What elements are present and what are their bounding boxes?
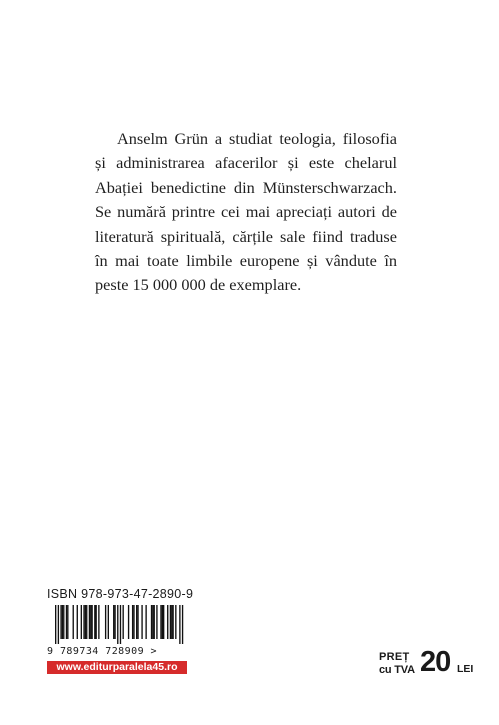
author-blurb: [95, 127, 397, 298]
barcode-bar: [67, 605, 68, 639]
barcode-bar: [156, 605, 157, 639]
barcode-bar: [171, 605, 172, 639]
barcode-bar: [81, 605, 82, 639]
barcode-bar: [86, 605, 87, 639]
barcode-block: [47, 585, 194, 658]
barcode-bar: [91, 605, 92, 639]
blurb-line: Anselm Grün a studiat teologia, filosofia: [117, 129, 397, 148]
blurb-line: în mai toate limbile europene și vândute în: [95, 251, 397, 271]
blurb-line: Se numără printre cei mai apreciați autori de: [95, 202, 397, 222]
barcode-bar: [154, 605, 155, 639]
publisher-url[interactable]: www.editurparalela45.ro: [47, 661, 187, 674]
price-amount: 20: [420, 646, 451, 678]
barcode-bar: [175, 605, 176, 639]
blurb-line: Abației benedictine din Münsterschwarzach.: [95, 177, 397, 197]
barcode-bar: [133, 605, 134, 639]
barcode-bar: [162, 605, 163, 639]
price-label-line1: PREȚ: [379, 651, 410, 663]
barcode-bar: [170, 605, 171, 639]
barcode-bar: [136, 605, 137, 639]
price-label: [379, 651, 419, 677]
barcode-bar: [145, 605, 146, 639]
barcode-bar: [90, 605, 91, 639]
barcode-bar: [98, 605, 99, 639]
barcode-bar: [123, 605, 124, 639]
barcode-bar: [89, 605, 90, 639]
barcode-bar: [62, 605, 63, 639]
barcode-icon: [47, 605, 187, 645]
price-currency: LEI: [457, 663, 474, 675]
barcode-bar: [120, 605, 121, 644]
barcode-bar: [108, 605, 109, 639]
barcode-bar: [182, 605, 183, 644]
barcode-bar: [117, 605, 118, 644]
barcode-bar: [113, 605, 114, 639]
isbn-label: ISBN 978-973-47-2890-9: [47, 587, 194, 601]
barcode-bar: [85, 605, 86, 639]
barcode-digits: 9 789734 728909 >: [47, 646, 157, 657]
barcode-bar: [60, 605, 61, 639]
barcode-bar: [66, 605, 67, 639]
barcode-bar: [137, 605, 138, 639]
barcode-bar: [114, 605, 115, 639]
barcode-bar: [73, 605, 74, 639]
barcode-bar: [96, 605, 97, 639]
barcode-bar: [77, 605, 78, 639]
price-label-line2: cu TVA: [379, 664, 415, 676]
price-tag: [379, 647, 479, 683]
barcode-bar: [132, 605, 133, 639]
barcode-bar: [163, 605, 164, 639]
blurb-line: literatură spirituală, cărțile sale fiind traduse: [95, 226, 397, 246]
barcode-bar: [128, 605, 129, 639]
barcode-bar: [179, 605, 180, 644]
barcode-bar: [63, 605, 64, 639]
barcode-bar: [58, 605, 59, 644]
barcode-bar: [94, 605, 95, 639]
barcode-bar: [83, 605, 84, 639]
blurb-line: peste 15 000 000 de exemplare.: [95, 275, 302, 295]
barcode-bar: [172, 605, 173, 639]
blurb-line: și administrarea afacerilor și este chelarul: [95, 153, 397, 173]
barcode-bar: [55, 605, 56, 644]
barcode-bar: [141, 605, 142, 639]
barcode-bar: [160, 605, 161, 639]
barcode-bar: [105, 605, 106, 639]
barcode-bar: [151, 605, 152, 639]
barcode-bar: [152, 605, 153, 639]
barcode-bar: [167, 605, 168, 639]
